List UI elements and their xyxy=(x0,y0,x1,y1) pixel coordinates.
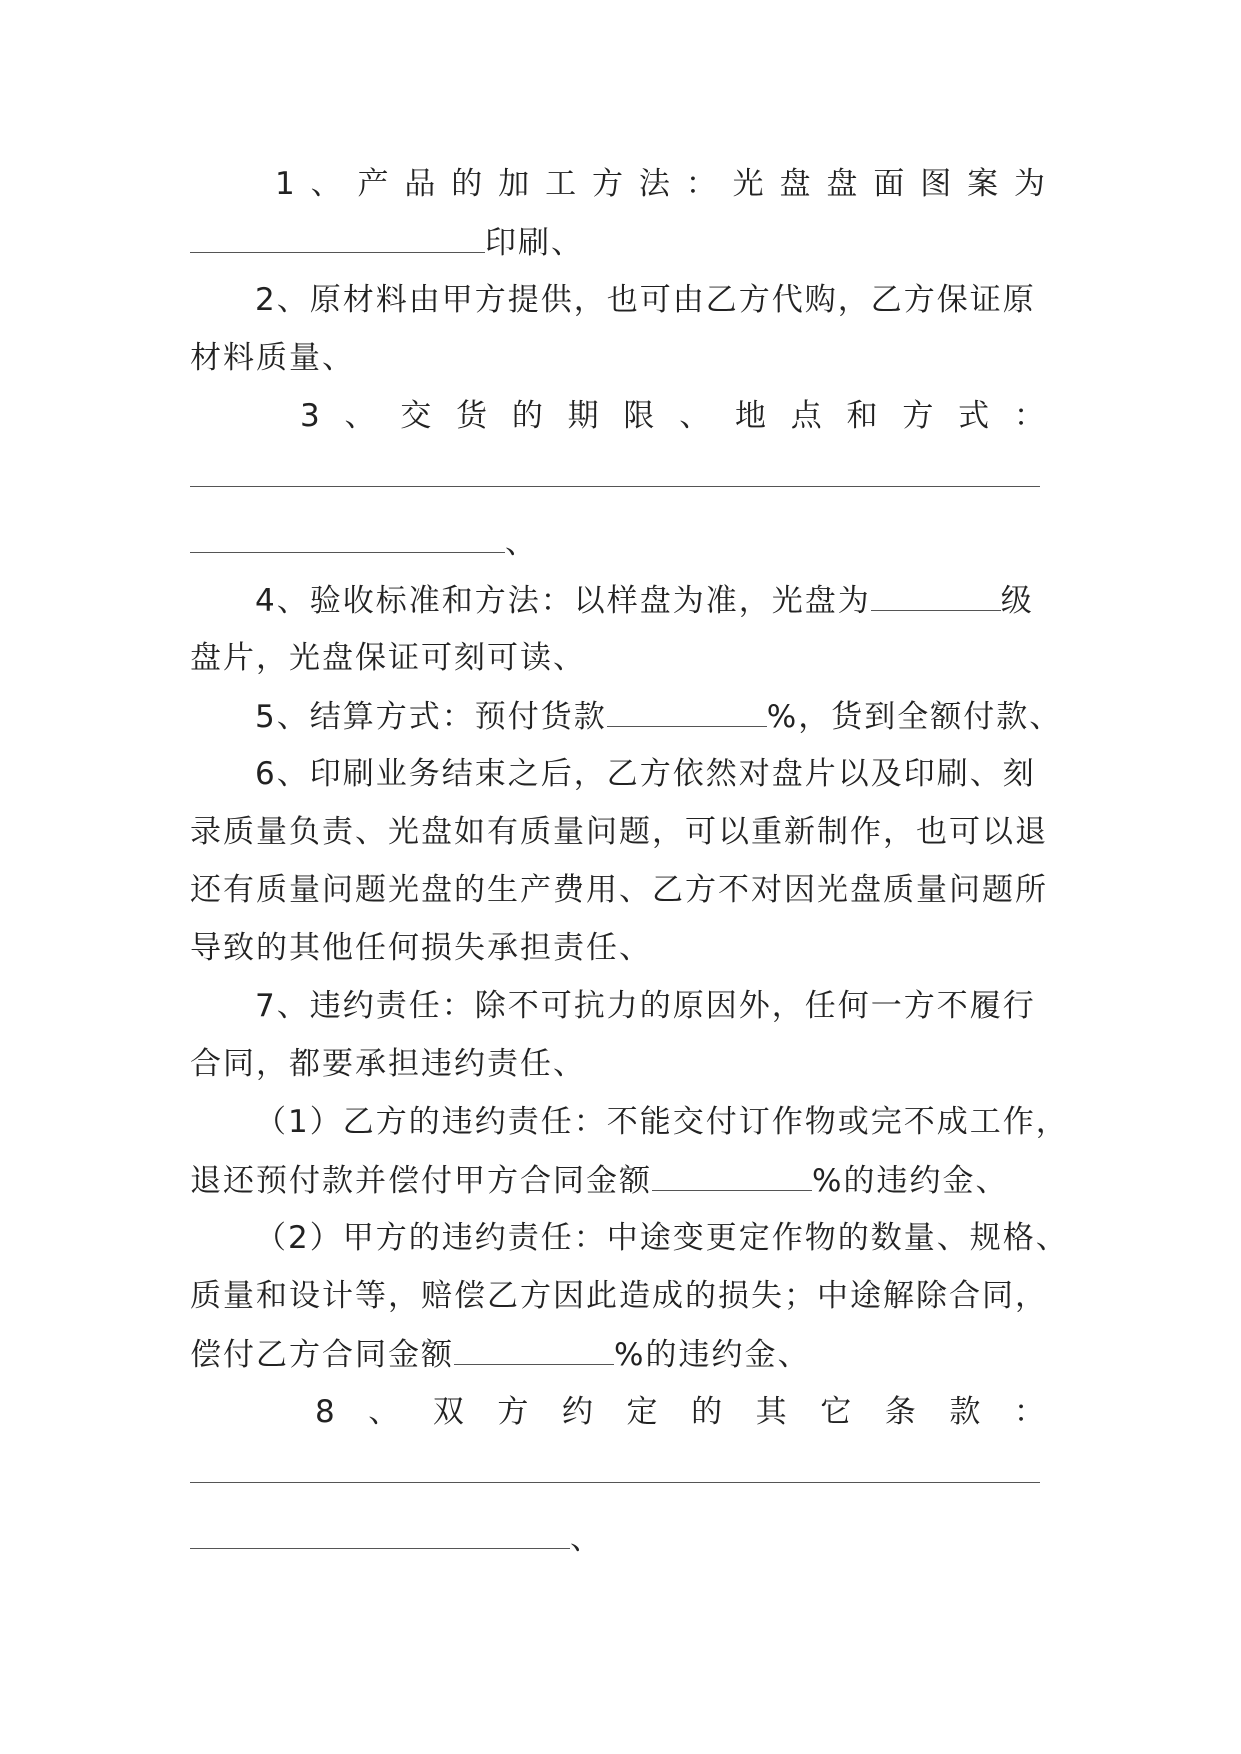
fill-blank-other-terms-line-2[interactable] xyxy=(190,1518,570,1549)
clause-6-line-1 xyxy=(255,754,1115,794)
clause-2-text: 材料质量、 xyxy=(190,340,355,376)
clause-7-2-text: （2）甲方的违约责任：中途变更定作物的数量、规格、 xyxy=(255,1220,1069,1256)
clause-3-char: 、 xyxy=(344,398,376,434)
clause-7-line-2 xyxy=(190,1044,1050,1084)
clause-8-char: 约 xyxy=(561,1394,593,1430)
clause-3-char: 期 xyxy=(567,398,599,434)
clause-4-text: 级 xyxy=(1000,583,1034,619)
fill-blank-other-terms-line-1[interactable] xyxy=(190,1482,1040,1483)
clause-5-text: %，货到全额付款、 xyxy=(766,699,1063,735)
clause-7-2-line-1 xyxy=(255,1218,1115,1258)
clause-6-text: 导致的其他任何损失承担责任、 xyxy=(190,930,652,966)
fill-blank-grade[interactable] xyxy=(871,580,1001,611)
clause-1-char: 品 xyxy=(404,166,436,202)
clause-7-text: 合同，都要承担违约责任、 xyxy=(190,1046,586,1082)
clause-8-char: 它 xyxy=(820,1394,852,1430)
clause-7-1-line-1 xyxy=(255,1102,1115,1142)
clause-8-char: 方 xyxy=(497,1394,529,1430)
clause-7-1-text: 退还预付款并偿付甲方合同金额 xyxy=(190,1163,652,1199)
clause-3-line-3 xyxy=(190,522,1050,563)
clause-3-char: 的 xyxy=(511,398,543,434)
clause-1-char: 图 xyxy=(920,166,952,202)
clause-1-char: 盘 xyxy=(779,166,811,202)
clause-6-line-2 xyxy=(190,812,1050,852)
fill-blank-delivery-line-2[interactable] xyxy=(190,522,505,553)
clause-6-line-3 xyxy=(190,870,1050,910)
clause-1-char: 加 xyxy=(498,166,530,202)
clause-1-char: 法 xyxy=(638,166,670,202)
clause-8-char: 定 xyxy=(626,1394,658,1430)
clause-3-char: 点 xyxy=(790,398,822,434)
clause-1-continuation: 印刷、 xyxy=(485,225,584,261)
clause-1-char: 为 xyxy=(1013,166,1045,202)
clause-6-line-4 xyxy=(190,928,1050,968)
clause-7-1-text: %的违约金、 xyxy=(812,1163,1009,1199)
clause-8-line-3 xyxy=(190,1518,1050,1559)
fill-blank-print-method[interactable] xyxy=(190,222,485,253)
clause-3-end: 、 xyxy=(505,525,538,561)
clause-1-char: 方 xyxy=(591,166,623,202)
clause-8-char: 条 xyxy=(884,1394,916,1430)
clause-3-char: 限 xyxy=(623,398,655,434)
clause-3-char: 式 xyxy=(958,398,990,434)
clause-8-line-1 xyxy=(315,1392,1045,1432)
clause-7-2-text: 质量和设计等，赔偿乙方因此造成的损失；中途解除合同， xyxy=(190,1278,1048,1314)
fill-blank-prepay-percent[interactable] xyxy=(607,696,767,727)
clause-1-char: 工 xyxy=(545,166,577,202)
clause-1-char: 的 xyxy=(451,166,483,202)
fill-blank-penalty-percent-a[interactable] xyxy=(454,1334,614,1365)
clause-3-char: 地 xyxy=(734,398,766,434)
clause-2-line-2 xyxy=(190,338,1050,378)
clause-3-char: ： xyxy=(1013,398,1045,434)
clause-6-text: 6、印刷业务结束之后，乙方依然对盘片以及印刷、刻 xyxy=(255,756,1036,792)
clause-2-line-1 xyxy=(255,280,1115,320)
clause-8-end: 、 xyxy=(570,1521,603,1557)
fill-blank-delivery-line-1[interactable] xyxy=(190,486,1040,487)
clause-1-char: 、 xyxy=(310,166,342,202)
clause-3-char: 3 xyxy=(300,398,320,434)
clause-3-char: 货 xyxy=(456,398,488,434)
clause-1-char: ： xyxy=(685,166,717,202)
clause-6-text: 还有质量问题光盘的生产费用、乙方不对因光盘质量问题所 xyxy=(190,872,1048,908)
clause-1-char: 案 xyxy=(967,166,999,202)
clause-1-char: 光 xyxy=(732,166,764,202)
clause-8-char: ： xyxy=(1013,1394,1045,1430)
clause-3-char: 、 xyxy=(679,398,711,434)
clause-3-char: 和 xyxy=(846,398,878,434)
clause-7-1-text: （1）乙方的违约责任：不能交付订作物或完不成工作， xyxy=(255,1104,1069,1140)
fill-blank-penalty-percent-b[interactable] xyxy=(652,1160,812,1191)
clause-2-text: 2、原材料由甲方提供，也可由乙方代购，乙方保证原 xyxy=(255,282,1036,318)
clause-7-1-line-2 xyxy=(190,1160,1050,1201)
clause-4-text: 4、验收标准和方法：以样盘为准，光盘为 xyxy=(255,583,871,619)
clause-1-line-1 xyxy=(275,164,1045,204)
clause-7-2-line-2 xyxy=(190,1276,1050,1316)
clause-1-char: 盘 xyxy=(826,166,858,202)
clause-4-line-1 xyxy=(255,580,1115,621)
clause-7-2-line-3 xyxy=(190,1334,1050,1375)
clause-1-char: 面 xyxy=(873,166,905,202)
clause-3-char: 交 xyxy=(400,398,432,434)
clause-8-char: 其 xyxy=(755,1394,787,1430)
clause-6-text: 录质量负责、光盘如有质量问题，可以重新制作，也可以退 xyxy=(190,814,1048,850)
clause-8-char: 的 xyxy=(691,1394,723,1430)
clause-1-char: 1 xyxy=(275,166,295,202)
clause-8-char: 、 xyxy=(368,1394,400,1430)
clause-3-char: 方 xyxy=(902,398,934,434)
clause-7-text: 7、违约责任：除不可抗力的原因外，任何一方不履行 xyxy=(255,988,1036,1024)
clause-5-line-1 xyxy=(255,696,1115,737)
clause-8-char: 8 xyxy=(315,1394,335,1430)
clause-1-line-2 xyxy=(190,222,1050,263)
clause-4-line-2 xyxy=(190,638,1050,678)
clause-8-char: 款 xyxy=(949,1394,981,1430)
clause-8-char: 双 xyxy=(432,1394,464,1430)
clause-7-2-text: %的违约金、 xyxy=(614,1337,811,1373)
clause-7-line-1 xyxy=(255,986,1115,1026)
clause-7-2-text: 偿付乙方合同金额 xyxy=(190,1337,454,1373)
clause-3-line-1 xyxy=(300,396,1045,436)
clause-5-text: 5、结算方式：预付货款 xyxy=(255,699,607,735)
clause-1-char: 产 xyxy=(357,166,389,202)
clause-4-text: 盘片，光盘保证可刻可读、 xyxy=(190,640,586,676)
